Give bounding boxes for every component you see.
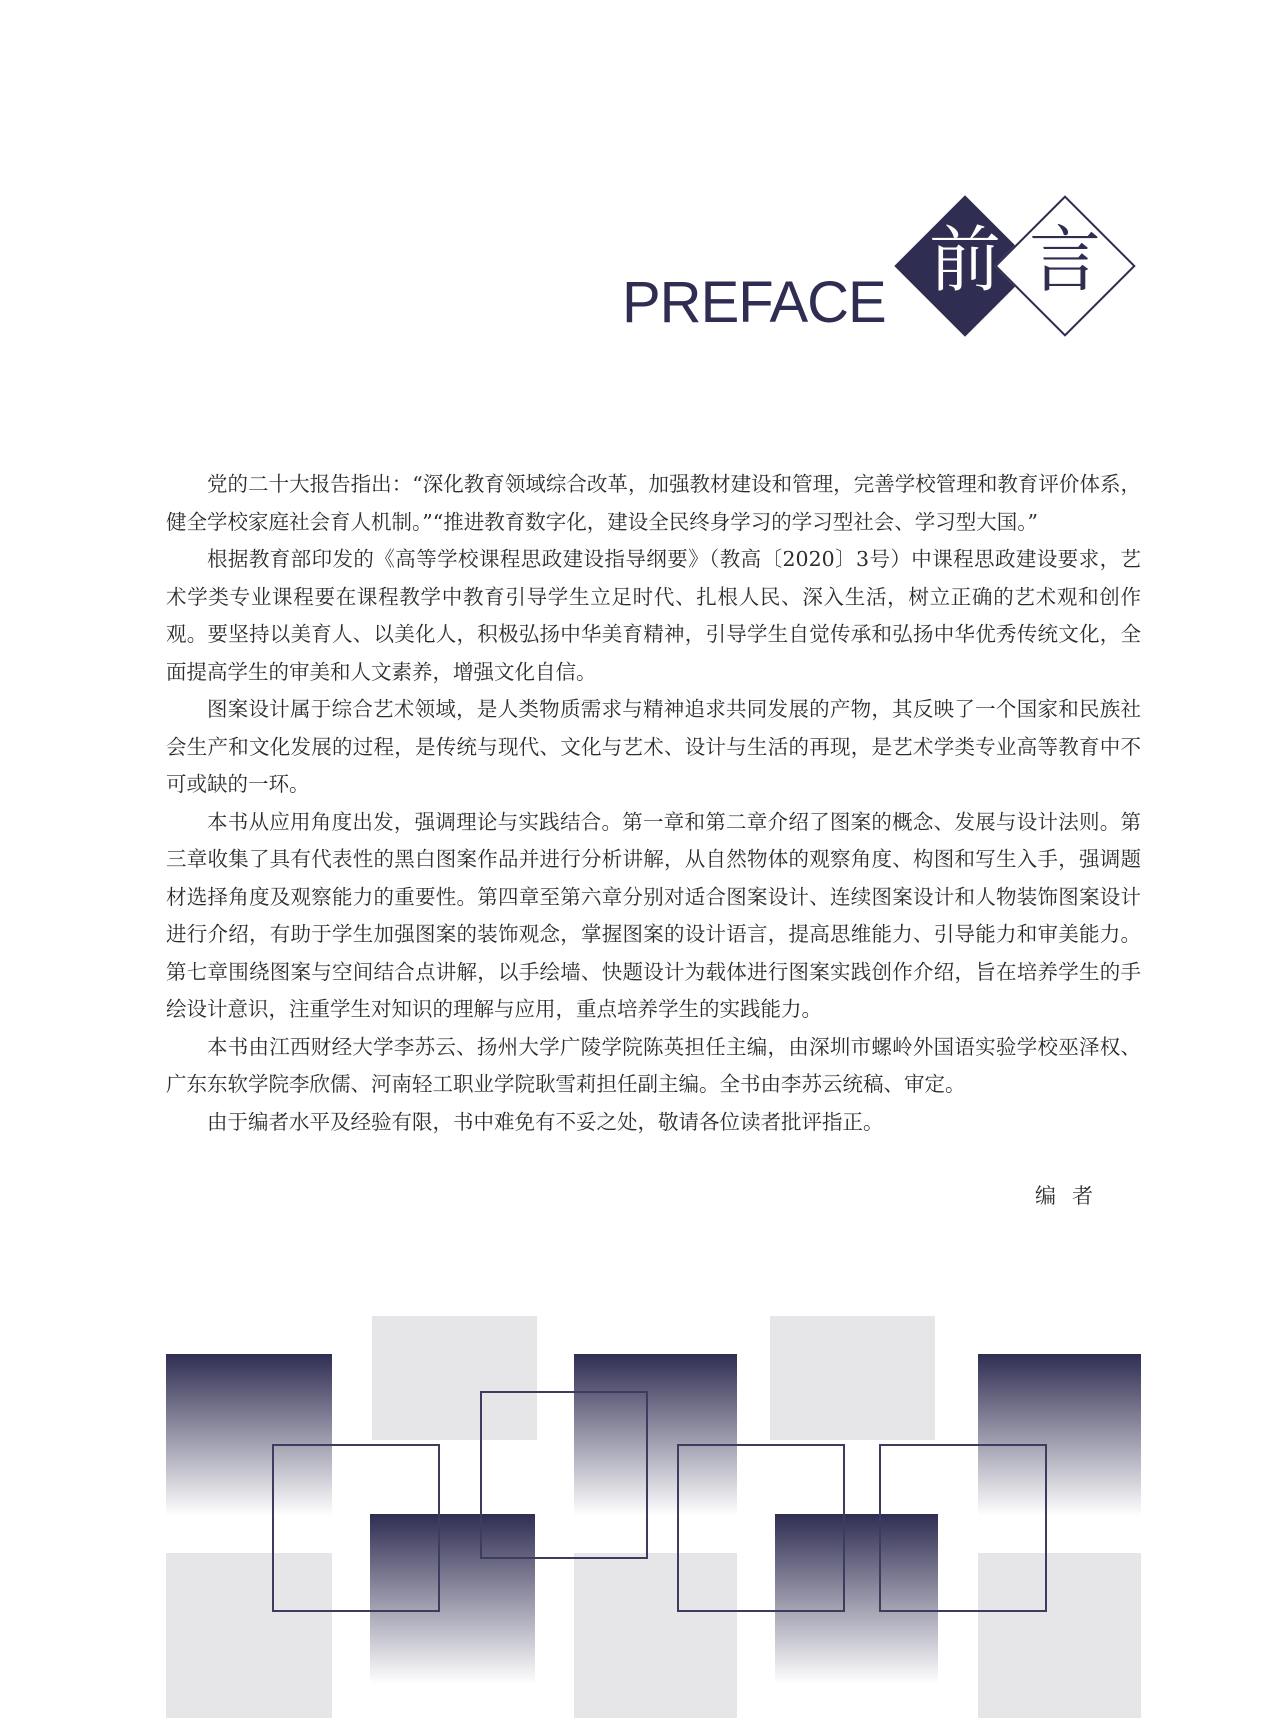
editor-signature: 编者 — [1035, 1184, 1109, 1208]
preface-body — [166, 466, 1141, 1141]
paragraph: 由于编者水平及经验有限，书中难免有不妥之处，敬请各位读者批评指正。 — [207, 1109, 884, 1134]
paragraph: 根据教育部印发的《高等学校课程思政建设指导纲要》（教高〔2020〕3号）中课程思政建设要求，艺术学类专业课程要在课程教学中教育引导学生立足时代、扎根人民、深入生活，树立正确的艺术观和创作观。要坚持以美育人、以美化人，积极弘扬中华美育精神，引导学生自觉传承和弘扬中华优秀传统文化，全面提高学生的审美和人文素养，增强文化自信。 — [166, 547, 1141, 684]
preface-chinese-title-char-1: 前 — [928, 218, 1001, 302]
navy-gradient-blocks — [166, 1354, 1141, 1684]
paragraph: 党的二十大报告指出：“深化教育领域综合改革，加强教材建设和管理，完善学校管理和教育评价体系，健全学校家庭社会育人机制。”“推进教育数字化，建设全民终身学习的学习型社会、学习型大国。” — [166, 472, 1141, 534]
preface-english-title: PREFACE — [622, 270, 886, 335]
preface-chinese-title-char-2: 言 — [1028, 218, 1101, 302]
outline-squares — [273, 1392, 1046, 1611]
paragraph: 图案设计属于综合艺术领域，是人类物质需求与精神追求共同发展的产物，其反映了一个国家和民族社会生产和文化发展的过程，是传统与现代、文化与艺术、设计与生活的再现，是艺术学类专业高等教育中不可或缺的一环。 — [166, 697, 1141, 796]
paragraph: 本书由江西财经大学李苏云、扬州大学广陵学院陈英担任主编，由深圳市螺岭外国语实验学校巫泽权、广东东软学院李欣儒、河南轻工职业学院耿雪莉担任副主编。全书由李苏云统稿、审定。 — [166, 1034, 1141, 1096]
grey-blocks — [166, 1316, 1141, 1718]
paragraph: 本书从应用角度出发，强调理论与实践结合。第一章和第二章介绍了图案的概念、发展与设计法则。第三章收集了具有代表性的黑白图案作品并进行分析讲解，从自然物体的观察角度、构图和写生入手，强调题材选择角度及观察能力的重要性。第四章至第六章分别对适合图案设计、连续图案设计和人物装饰图案设计进行介绍，有助于学生加强图案的装饰观念，掌握图案的设计语言，提高思维能力、引导能力和审美能力。第七章围绕图案与空间结合点讲解，以手绘墙、快题设计为载体进行图案实践创作介绍，旨在培养学生的手绘设计意识，注重学生对知识的理解与应用，重点培养学生的实践能力。 — [166, 809, 1141, 1021]
